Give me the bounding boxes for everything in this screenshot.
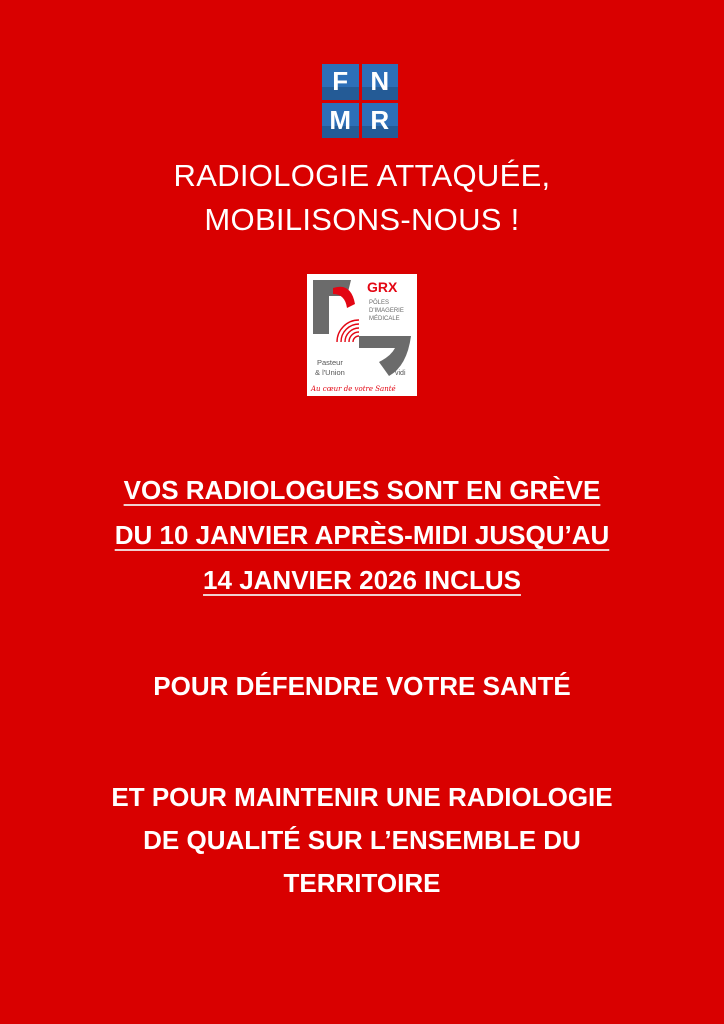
grx-site-1: Pasteur bbox=[317, 358, 343, 367]
grx-logo bbox=[307, 274, 417, 396]
grx-logo-graphic bbox=[307, 274, 417, 396]
strike-notice bbox=[0, 468, 724, 603]
fnmr-logo bbox=[322, 64, 398, 138]
grx-subtitle-1: PÔLES bbox=[369, 300, 390, 306]
strike-line-2: DU 10 JANVIER APRÈS-MIDI JUSQU’AU bbox=[114, 520, 610, 550]
maintain-line-2: DE QUALITÉ SUR L’ENSEMBLE DU bbox=[143, 825, 581, 855]
maintain-line-3: TERRITOIRE bbox=[283, 868, 441, 898]
grx-logo-rings bbox=[337, 320, 359, 342]
headline bbox=[0, 154, 724, 242]
grx-subtitle-3: MÉDICALE bbox=[369, 316, 400, 322]
maintain-line-1: ET POUR MAINTENIR UNE RADIOLOGIE bbox=[111, 782, 613, 812]
strike-line-3: 14 JANVIER 2026 INCLUS bbox=[203, 565, 521, 595]
defend-line: POUR DÉFENDRE VOTRE SANTÉ bbox=[153, 671, 571, 701]
headline-line-1: RADIOLOGIE ATTAQUÉE, bbox=[173, 158, 551, 193]
headline-line-2: MOBILISONS-NOUS ! bbox=[204, 202, 520, 237]
strike-line-1: VOS RADIOLOGUES SONT EN GRÈVE bbox=[123, 475, 601, 505]
grx-partner: vidi bbox=[395, 370, 406, 377]
grx-slogan: Au cœur de votre Santé bbox=[311, 385, 396, 393]
fnmr-tile-f: F bbox=[322, 64, 359, 100]
grx-subtitle-2: D'IMAGERIE bbox=[369, 308, 404, 314]
fnmr-tile-n: N bbox=[362, 64, 399, 100]
fnmr-tile-m: M bbox=[322, 103, 359, 139]
maintain-statement bbox=[0, 776, 724, 905]
grx-brand: GRX bbox=[367, 279, 398, 295]
grx-logo-red-swoosh bbox=[333, 287, 355, 308]
fnmr-tile-r: R bbox=[362, 103, 399, 139]
grx-site-2: & l'Union bbox=[315, 368, 345, 377]
